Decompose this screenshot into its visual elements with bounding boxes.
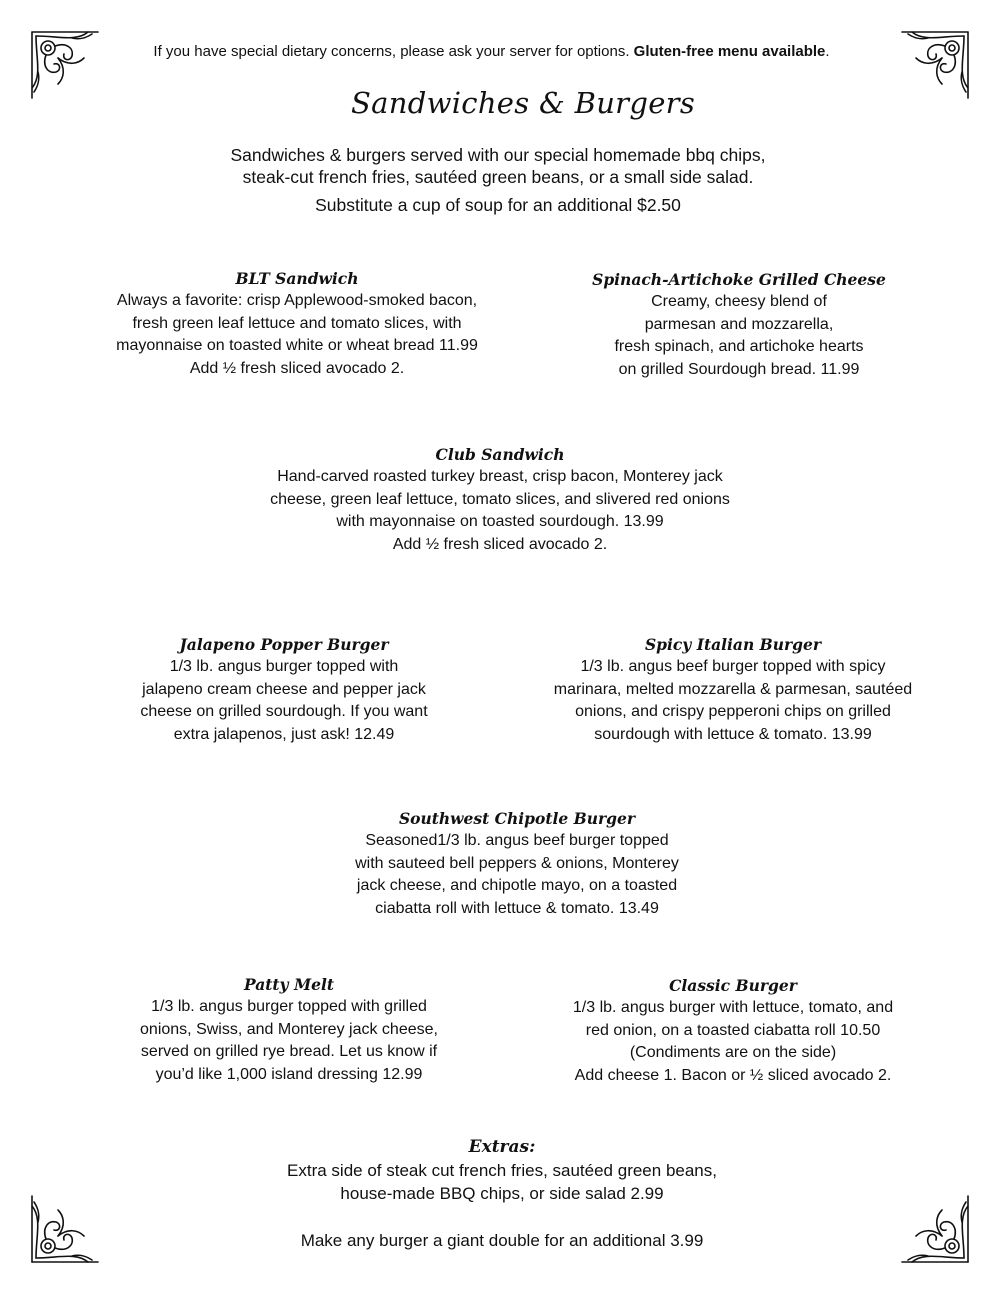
menu-item-desc-line: marinara, melted mozzarella & parmesan, sautéed <box>553 680 913 698</box>
gluten-free-note: Gluten-free menu available <box>633 43 826 60</box>
menu-item-desc-line: 1/3 lb. angus beef burger topped with spicy <box>580 658 886 675</box>
menu-item-desc-line: 1/3 lb. angus burger topped with <box>169 658 399 675</box>
menu-item-patty-melt <box>118 974 460 1086</box>
menu-item-name: Classic Burger <box>669 976 797 995</box>
menu-item-blt-sandwich <box>96 268 498 380</box>
menu-item-desc-line: Creamy, cheesy blend of <box>651 293 827 310</box>
dietary-note <box>0 43 983 60</box>
extras-section <box>250 1136 754 1205</box>
menu-item-desc-line: with sauteed bell peppers & onions, Monterey <box>355 854 679 872</box>
menu-item-desc-line: fresh spinach, and artichoke hearts <box>614 338 864 355</box>
menu-item-desc-line: Add ½ fresh sliced avocado 2. <box>189 359 405 377</box>
menu-item-desc-line: onions, and crispy pepperoni chips on grilled <box>575 703 891 720</box>
intro-line-2: steak-cut french fries, sautéed green beans, or a small side salad. <box>242 167 754 187</box>
menu-item-name: Jalapeno Popper Burger <box>179 635 389 654</box>
menu-item-jalapeno-popper-burger <box>120 634 448 746</box>
soup-substitute-note: Substitute a cup of soup for an additional $2.50 <box>315 195 681 215</box>
menu-item-desc-line: fresh green leaf lettuce and tomato slices, with <box>132 314 462 332</box>
menu-item-desc-line: jalapeno cream cheese and pepper jack <box>142 680 426 698</box>
menu-item-spicy-italian-burger <box>536 634 930 746</box>
extras-line-1: Extra side of steak cut french fries, sautéed green beans, <box>287 1161 717 1180</box>
menu-item-desc-line: ciabatta roll with lettuce & tomato. 13.49 <box>375 899 659 917</box>
menu-item-name: Spicy Italian Burger <box>644 635 822 654</box>
menu-item-desc-line: onions, Swiss, and Monterey jack cheese, <box>140 1020 438 1038</box>
menu-item-desc-line: Add ½ fresh sliced avocado 2. <box>392 535 608 553</box>
corner-ornament-bottom-left-icon <box>28 1192 102 1266</box>
dietary-note-text: If you have special dietary concerns, please ask your server for options. <box>153 43 630 60</box>
menu-item-desc-line: Add cheese 1. Bacon or ½ sliced avocado 2. <box>574 1066 892 1084</box>
menu-item-desc-line: parmesan and mozzarella, <box>644 315 834 333</box>
menu-item-club-sandwich <box>240 444 760 556</box>
menu-item-spinach-artichoke-grilled-cheese <box>564 269 914 381</box>
intro-text <box>0 144 996 188</box>
menu-item-desc-line: cheese, green leaf lettuce, tomato slices, and slivered red onions <box>270 490 730 508</box>
menu-item-desc-line: sourdough with lettuce & tomato. 13.99 <box>594 725 872 743</box>
page-title: Sandwiches & Burgers <box>350 86 696 120</box>
corner-ornament-bottom-right-icon <box>898 1192 972 1266</box>
menu-item-name: Spinach-Artichoke Grilled Cheese <box>592 270 886 289</box>
double-burger-note: Make any burger a giant double for an additional 3.99 <box>300 1231 704 1250</box>
menu-item-classic-burger <box>540 975 926 1087</box>
menu-item-desc-line: cheese on grilled sourdough. If you want <box>140 703 428 720</box>
extras-heading: Extras: <box>468 1137 536 1157</box>
menu-item-desc-line: Seasoned1/3 lb. angus beef burger topped <box>365 832 669 849</box>
menu-item-desc-line: on grilled Sourdough bread. 11.99 <box>618 360 860 378</box>
menu-item-desc-line: with mayonnaise on toasted sourdough. 13.99 <box>336 513 664 530</box>
menu-item-desc-line: 1/3 lb. angus burger topped with grilled <box>151 998 427 1015</box>
menu-item-southwest-chipotle-burger <box>326 808 708 920</box>
menu-item-desc-line: Always a favorite: crisp Applewood-smoked bacon, <box>116 292 478 309</box>
menu-item-name: BLT Sandwich <box>235 269 359 288</box>
menu-item-desc-line: served on grilled rye bread. Let us know if <box>140 1043 438 1060</box>
menu-item-name: Southwest Chipotle Burger <box>398 809 636 828</box>
menu-item-desc-line: Hand-carved roasted turkey breast, crisp bacon, Monterey jack <box>277 468 723 485</box>
menu-item-desc-line: 1/3 lb. angus burger with lettuce, tomato, and <box>572 999 894 1016</box>
menu-item-name: Club Sandwich <box>435 445 565 464</box>
menu-item-name: Patty Melt <box>243 975 335 994</box>
extras-line-2: house-made BBQ chips, or side salad 2.99 <box>340 1184 664 1203</box>
menu-item-desc-line: mayonnaise on toasted white or wheat bread 11.99 <box>116 337 478 354</box>
menu-item-desc-line: extra jalapenos, just ask! 12.49 <box>173 725 395 743</box>
menu-item-desc-line: (Condiments are on the side) <box>629 1044 837 1061</box>
menu-item-desc-line: red onion, on a toasted ciabatta roll 10.50 <box>585 1021 881 1039</box>
gluten-free-period: . <box>825 43 830 60</box>
intro-line-1: Sandwiches & burgers served with our special homemade bbq chips, <box>230 145 766 165</box>
menu-item-desc-line: jack cheese, and chipotle mayo, on a toasted <box>356 877 678 894</box>
menu-item-desc-line: you’d like 1,000 island dressing 12.99 <box>155 1065 423 1083</box>
